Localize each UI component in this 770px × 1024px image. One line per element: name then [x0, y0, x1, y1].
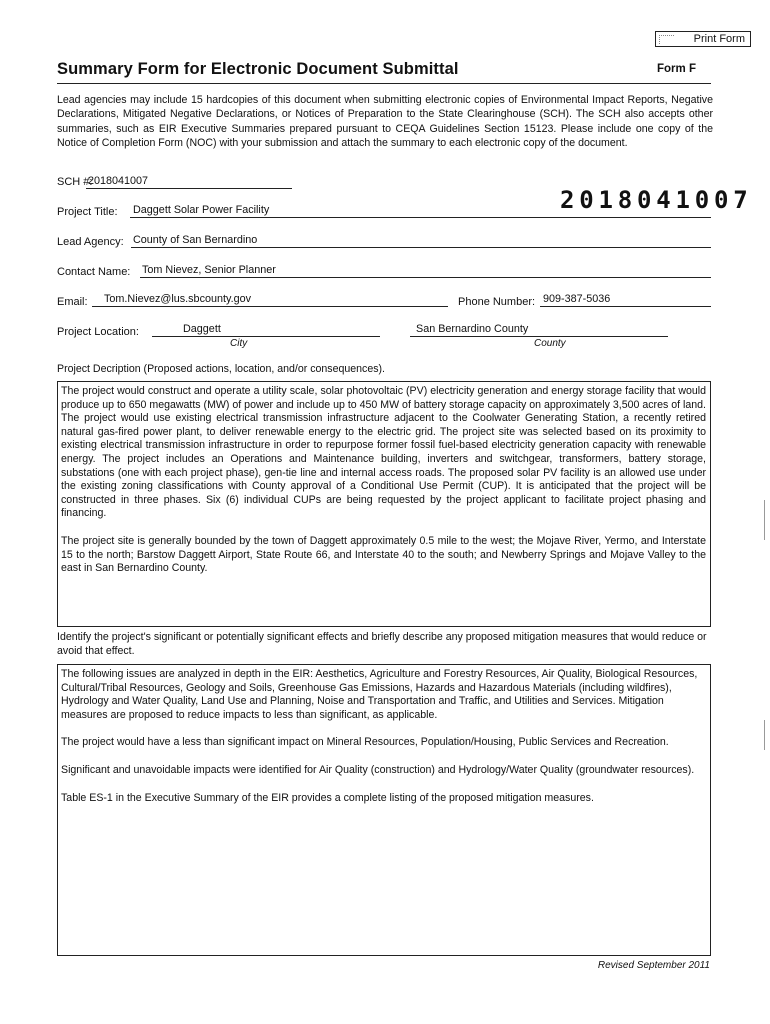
city-field[interactable]: Daggett — [183, 323, 221, 335]
effects-label: Identify the project's significant or potentially significant effects and briefly describe any proposed mitigation measures that would reduce or avoid that effect. — [57, 631, 707, 657]
sch-label: SCH #: — [57, 176, 93, 188]
effects-paragraph-3: Significant and unavoidable impacts were identified for Air Quality (construction) and Hydrology/Water Quality (groundwater resources). — [61, 763, 695, 776]
project-description-label: Project Decription (Proposed actions, location, and/or consequences). — [57, 363, 385, 375]
lead-agency-underline — [131, 247, 711, 248]
sch-field[interactable]: 2018041007 — [88, 175, 149, 187]
project-description-box[interactable] — [57, 381, 711, 627]
email-field[interactable]: Tom.Nievez@lus.sbcounty.gov — [104, 293, 251, 305]
county-underline — [410, 336, 668, 337]
effects-paragraph-1: The following issues are analyzed in depth in the EIR: Aesthetics, Agriculture and Forestry Resources, Air Quality, Biological Resources, Cultural/Tribal Resources, Geology and Soils, Greenhouse Gas Emissions, Hazards and Hazardous Materials (including wildfires), Hydrology and Water Quality, Land Use and Planning, Noise and Transportation and Traffic, and Utilities and Services. Mitigation measures are proposed to reduce impacts to less than significant, as applicable. — [61, 668, 698, 721]
lead-agency-label: Lead Agency: — [57, 236, 124, 248]
contact-name-field[interactable]: Tom Nievez, Senior Planner — [142, 264, 276, 276]
description-paragraph-2: The project site is generally bounded by the town of Daggett approximately 0.5 mile to the west; the Mojave River, Yermo, and Interstate 15 to the north; Barstow Daggett Airport, State Route 66, and Interstate 40 to the south; and Newberry Springs and Mojave Valley to the east in San Bernardino County. — [61, 534, 706, 575]
form-title: Summary Form for Electronic Document Submittal — [57, 60, 459, 78]
phone-label: Phone Number: — [458, 296, 536, 308]
sch-stamp: 2018041007 — [560, 186, 753, 214]
project-title-label: Project Title: — [57, 206, 118, 218]
county-caption: County — [534, 338, 566, 349]
print-form-label: Print Form — [693, 33, 745, 45]
phone-field[interactable]: 909-387-5036 — [543, 293, 611, 305]
project-location-label: Project Location: — [57, 326, 139, 338]
city-caption: City — [230, 338, 248, 349]
email-label: Email: — [57, 296, 88, 308]
phone-underline — [540, 306, 711, 307]
contact-name-underline — [140, 277, 711, 278]
email-underline — [92, 306, 448, 307]
lead-agency-field[interactable]: County of San Bernardino — [133, 234, 258, 246]
scan-mark — [764, 500, 765, 540]
effects-paragraph-2: The project would have a less than significant impact on Mineral Resources, Population/Housing, Public Services and Recreation. — [61, 736, 669, 749]
title-divider — [57, 83, 711, 84]
city-underline — [152, 336, 380, 337]
form-id: Form F — [657, 63, 696, 75]
print-form-button[interactable] — [655, 31, 751, 47]
intro-paragraph: Lead agencies may include 15 hardcopies of this document when submitting electronic copies of Environmental Impact Reports, Negative Declarations, Mitigated Negative Declarations, or Notices of Preparation to the State Clearinghouse (SCH). The SCH also accepts other summaries, such as EIR Executive Summaries prepared pursuant to CEQA Guidelines Section 15123. Please include one copy of the Notice of Completion Form (NOC) with your submission and attach the summary to each electronic copy of the document. — [57, 94, 713, 149]
contact-name-label: Contact Name: — [57, 266, 131, 278]
project-title-field[interactable]: Daggett Solar Power Facility — [133, 204, 270, 216]
county-field[interactable]: San Bernardino County — [416, 323, 529, 335]
description-paragraph-1: The project would construct and operate a utility scale, solar photovoltaic (PV) electricity generation and energy storage facility that would produce up to 650 megawatts (MW) of power and include up to 450 MW of battery storage capacity on approximately 3,500 acres of land. The project would use existing electrical transmission infrastructure adjacent to the Coolwater Generating Station, a recently retired natural gas-fired power plant, to deliver renewable energy to the electric grid. The project site was selected based on its proximity to existing electrical transmission infrastructure in order to repurpose former fossil fuel-based electricity generation capacity with renewable energy. The project includes an Operations and Maintenance building, inverters and switchgear, transformers, battery storage, substations (one with each project phase), gen-tie line and internal access roads. The proposed solar PV facility is an allowed use under the existing zoning classifications with County approval of a Conditional Use Permit (CUP). It is anticipated that the project will be constructed in three phases. Six (6) individual CUPs are being requested by the project applicant to facilitate project phasing and financing. — [61, 385, 706, 520]
scan-mark — [764, 720, 765, 750]
effects-box[interactable] — [57, 664, 711, 956]
sch-underline — [86, 188, 292, 189]
revised-date: Revised September 2011 — [597, 960, 710, 971]
project-title-underline — [130, 217, 711, 218]
print-button-focus-icon — [659, 35, 674, 44]
effects-paragraph-4: Table ES-1 in the Executive Summary of the EIR provides a complete listing of the proposed mitigation measures. — [61, 791, 594, 804]
